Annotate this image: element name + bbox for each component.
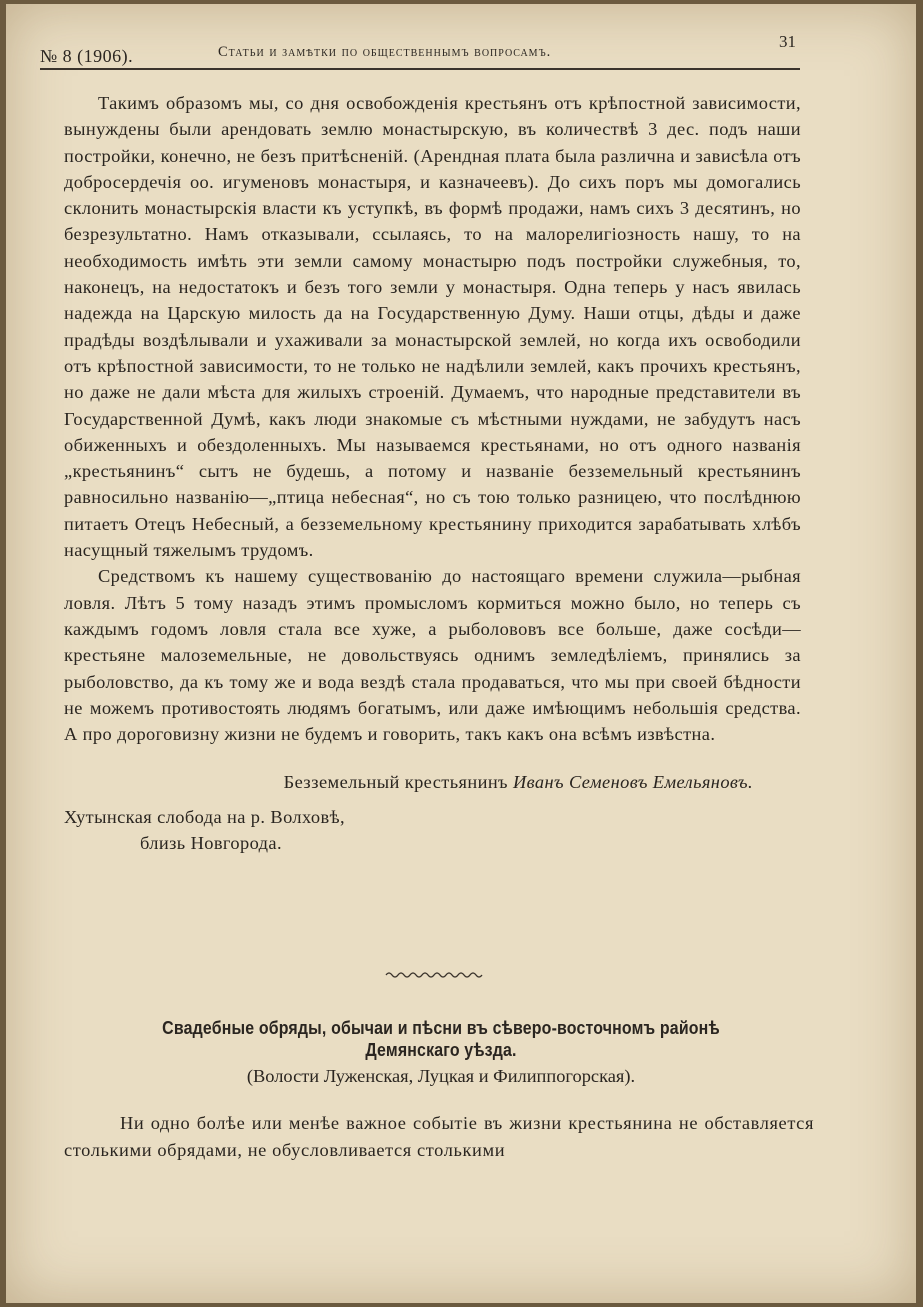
- place-line: близь Новгорода.: [140, 833, 282, 854]
- running-header: [40, 32, 800, 68]
- section-title: Статьи и замѣтки по общественнымъ вопросамъ.: [218, 44, 552, 60]
- article-title: Свадебные обряды, обычаи и пѣсни въ сѣверо-восточномъ районѣ Демянскаго уѣзда.: [162, 1017, 720, 1060]
- article-intro: [64, 1110, 814, 1164]
- signature: [64, 769, 801, 795]
- signature-name: Иванъ Семеновъ Емельяновъ.: [512, 772, 753, 793]
- place-of-origin: [64, 804, 801, 857]
- letter-paragraph: Такимъ образомъ мы, со дня освобожденія крестьянъ отъ крѣпостной зависимости, вынуждены были арендовать землю монастырскую, въ количествѣ 3 дес. подъ наши постройки, конечно, не безъ притѣсненій. (Арендная плата была различна и зависѣла отъ добросердечія оо. игуменовъ монастыря, и казначеевъ). До сихъ поръ мы домогались склонить монастырскія власти къ уступкѣ, въ формѣ продажи, намъ сихъ 3 десятинъ, но безрезультатно. Намъ отказывали, ссылаясь, то на малорелигіозность нашу, то на необходимость имѣть эти земли самому монастырю подъ постройки служебныя, то, наконецъ, на недостатокъ и безъ того земли у монастыря. Одна теперь у насъ явилась надежда на Царскую милость да на Государственную Думу. Наши отцы, дѣды и даже прадѣды воздѣлывали и ухаживали за монастырской землей, но когда ихъ освободили отъ крѣпостной зависимости, то не только не надѣлили землей, какъ прочихъ крестьянъ, но даже не дали мѣста для жилыхъ строеній. Думаемъ, что народные представители въ Государственной Думѣ, какъ люди знакомые съ мѣстными нуждами, не забудутъ насъ обиженныхъ и обездоленныхъ. Мы называемся крестьянами, но отъ одного названія „крестьянинъ“ сытъ не будешь, а потому и названіе безземельный крестьянинъ равносильно названію—„птица небесная“, но съ тою только разницею, что послѣднюю питаетъ Отецъ Небесный, а безземельному крестьянину приходится зарабатывать хлѣбъ насущный тяжелымъ трудомъ.: [64, 93, 801, 561]
- letter-paragraph: Средствомъ къ нашему существованію до настоящаго времени служила—рыбная ловля. Лѣтъ 5 тому назадъ этимъ промысломъ кормиться можно было, но теперь съ каждымъ годомъ ловля стала все хуже, а рыболововъ все больше, даже сосѣди—крестьяне малоземельные, не довольствуясь однимъ земледѣліемъ, принялись за рыболовство, да къ тому же и вода вездѣ стала продаваться, что мы при своей бѣдности не можемъ противостоять людямъ богатымъ, или даже имѣющимъ небольшія средства. А про дороговизну жизни не будемъ и говорить, такъ какъ она всѣмъ извѣстна.: [64, 566, 801, 745]
- issue-number: № 8 (1906).: [40, 46, 134, 66]
- signature-prefix: Безземельный крестьянинъ: [283, 772, 508, 793]
- article-subtitle: (Волости Луженская, Луцкая и Филиппогорская).: [246, 1066, 636, 1086]
- book-page: [6, 4, 916, 1303]
- header-rule: [40, 68, 800, 70]
- page-number: 31: [779, 32, 796, 51]
- ornamental-divider: [384, 969, 484, 981]
- letter-body: [64, 90, 801, 856]
- place-line: Хутынская слобода на р. Волховѣ,: [64, 806, 345, 827]
- intro-paragraph: Ни одно болѣе или менѣе важное событіе въ жизни крестьянина не обставляется столькими обрядами, не обусловливается столькими: [64, 1113, 814, 1160]
